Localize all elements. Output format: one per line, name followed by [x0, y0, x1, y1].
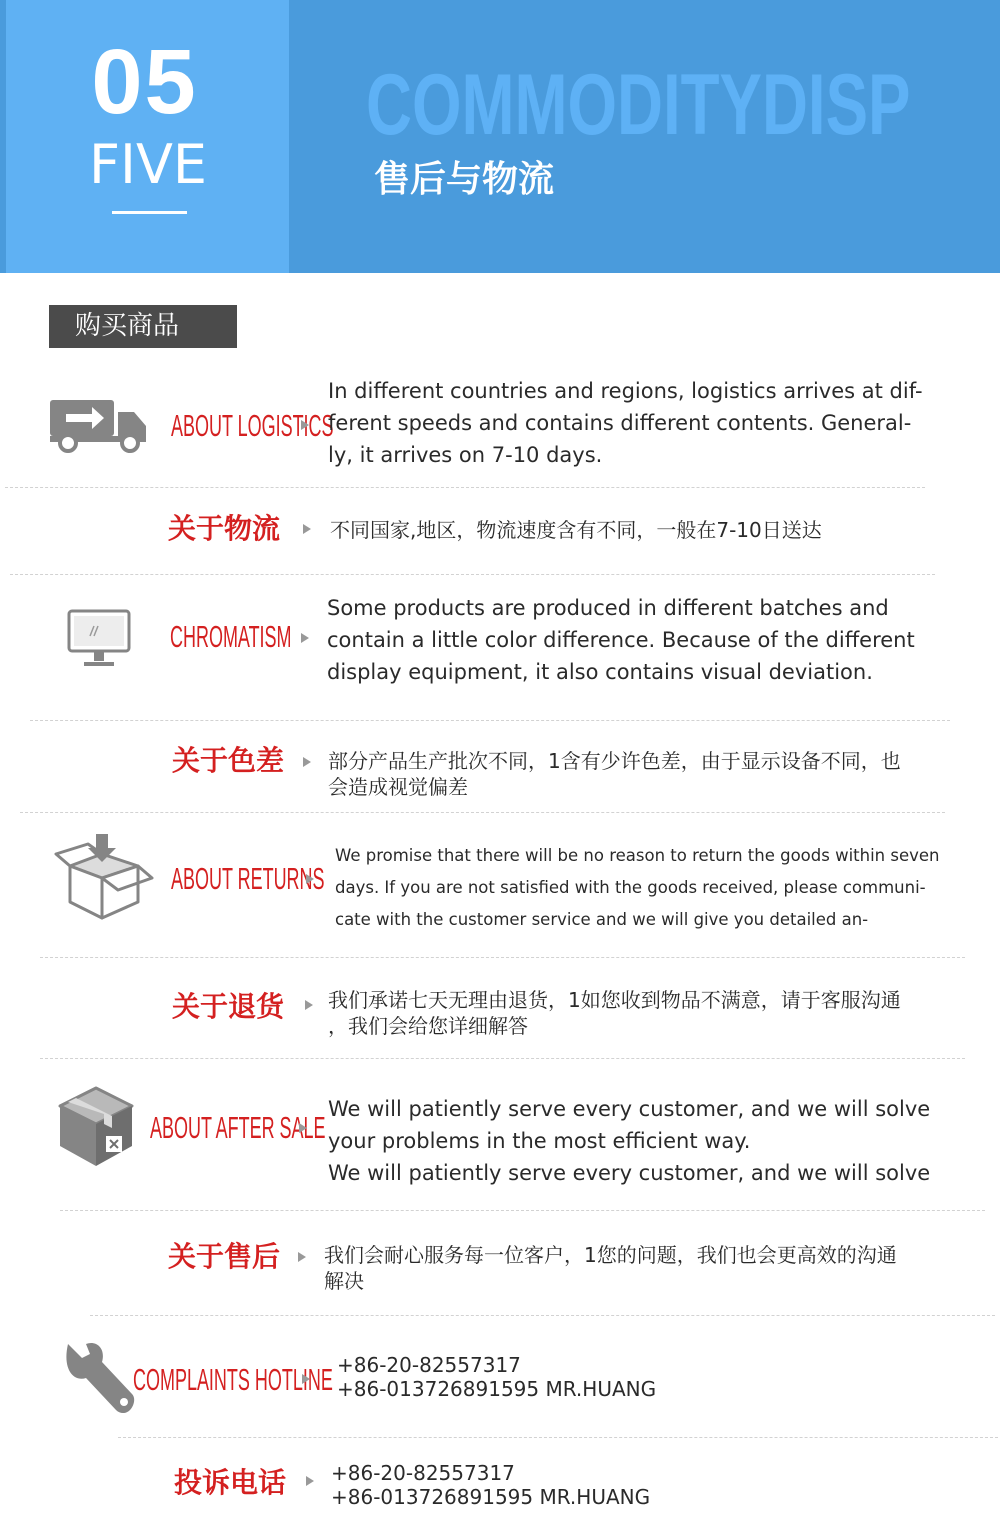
arrow-icon	[301, 420, 309, 430]
delivery-truck-icon	[48, 396, 152, 454]
section-number: 05	[91, 31, 198, 133]
divider	[118, 1437, 998, 1438]
label-complaints-cn: 投诉电话	[174, 1466, 287, 1499]
divider	[40, 957, 965, 958]
after-sale-text-en: We will patiently serve every customer, and we will solve your problems in the most efficient way. We will patiently serve every customer, and we will solve	[328, 1097, 931, 1185]
section-number-word: FIVE	[88, 133, 208, 196]
arrow-icon	[299, 1123, 307, 1133]
divider	[10, 574, 935, 575]
arrow-icon	[302, 1374, 310, 1384]
english-title: COMMODITYDISP	[366, 57, 911, 153]
arrow-icon	[301, 633, 309, 643]
after-sale-text-cn: 我们会耐心服务每一位客户，1您的问题，我们也会更高效的沟通 解决	[324, 1243, 897, 1293]
header-banner	[0, 0, 1000, 273]
label-chromatism: CHROMATISM	[170, 619, 292, 654]
label-chromatism-cn: 关于色差	[172, 744, 285, 777]
chromatism-text-cn: 部分产品生产批次不同，1含有少许色差，由于显示设备不同，也 会造成视觉偏差	[328, 749, 901, 799]
package-icon	[56, 1084, 136, 1170]
logistics-text-en: In different countries and regions, logistics arrives at dif- ferent speeds and contains different contents. General- ly, it arrives on 7-10 days.	[328, 379, 923, 467]
divider	[60, 1210, 985, 1211]
chinese-title: 售后与物流	[374, 159, 555, 200]
wrench-icon	[60, 1340, 142, 1416]
divider	[20, 812, 945, 813]
divider	[40, 1058, 965, 1059]
complaints-text-en: +86-20-82557317 +86-013726891595 MR.HUANG	[337, 1353, 657, 1401]
label-logistics-cn: 关于物流	[168, 512, 281, 545]
arrow-icon	[303, 524, 311, 534]
arrow-icon	[298, 1252, 306, 1262]
arrow-icon	[306, 1476, 314, 1486]
arrow-icon	[303, 757, 311, 767]
label-returns-cn: 关于退货	[172, 990, 285, 1023]
return-box-icon	[52, 832, 154, 922]
section-tag: 购买商品	[49, 305, 237, 348]
label-about-returns: ABOUT RETURNS	[171, 861, 325, 896]
complaints-text-cn: +86-20-82557317 +86-013726891595 MR.HUANG	[331, 1461, 651, 1509]
header-divider	[112, 211, 187, 214]
monitor-icon	[66, 608, 132, 670]
divider	[5, 487, 925, 488]
label-after-sale-cn: 关于售后	[168, 1240, 281, 1273]
logistics-text-cn: 不同国家,地区，物流速度含有不同，一般在7-10日送达	[330, 518, 822, 542]
label-about-logistics: ABOUT LOGISTICS	[171, 408, 334, 443]
arrow-icon	[306, 874, 314, 884]
divider	[30, 720, 950, 721]
arrow-icon	[305, 1000, 313, 1010]
chromatism-text-en: Some products are produced in different batches and contain a little color difference. Because of the different display equipment, it also contains visual deviation.	[327, 596, 915, 684]
returns-text-cn: 我们承诺七天无理由退货，1如您收到物品不满意，请于客服沟通 ，我们会给您详细解答	[328, 988, 901, 1038]
returns-text-en: We promise that there will be no reason to return the goods within seven days. If you are not satisfied with the goods received, please communi- cate with the customer service and we will give you detailed an-	[335, 846, 940, 929]
label-complaints-hotline: COMPLAINTS HOTLINE	[133, 1362, 333, 1397]
divider	[90, 1315, 995, 1316]
label-about-after-sale: ABOUT AFTER SALE	[150, 1110, 326, 1145]
